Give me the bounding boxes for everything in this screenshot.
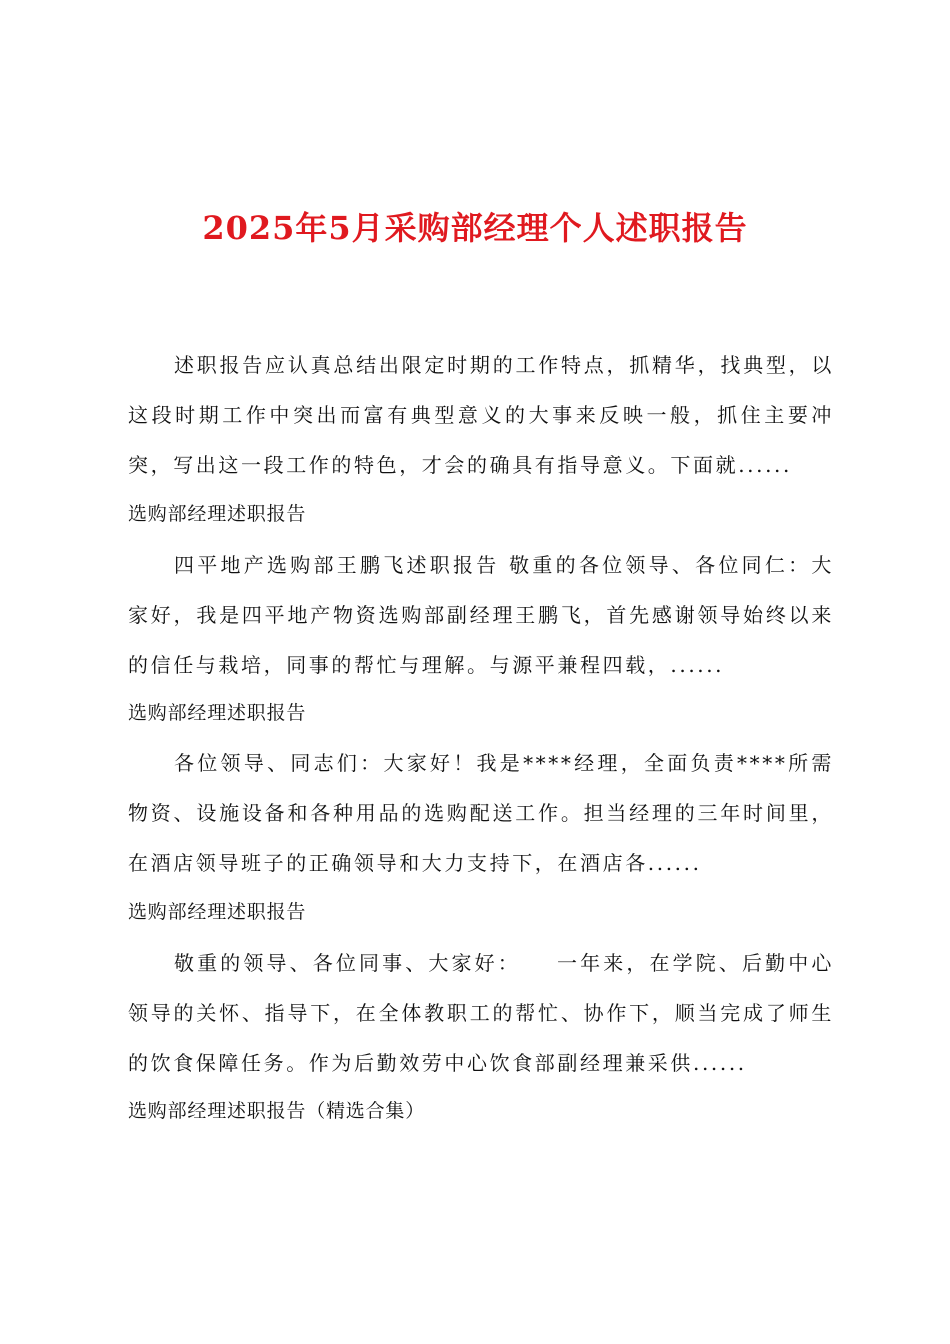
summary-paragraph-4: 敬重的领导、各位同事、大家好： 一年来，在学院、后勤中心领导的关怀、指导下，在全体教职工的帮忙、协作下，顺当完成了师生的饮食保障任务。作为后勤效劳中心饮食部副经理兼采供...... xyxy=(128,951,834,1075)
summary-paragraph-2: 四平地产选购部王鹏飞述职报告 敬重的各位领导、各位同仁：大家好，我是四平地产物资选购部副经理王鹏飞，首先感谢领导始终以来的信任与栽培，同事的帮忙与理解。与源平兼程四载，...... xyxy=(128,553,834,677)
section-heading-4: 选购部经理述职报告（精选合集） xyxy=(128,1100,426,1122)
section-heading-1: 选购部经理述职报告 xyxy=(128,503,307,525)
summary-paragraph-1: 述职报告应认真总结出限定时期的工作特点，抓精华，找典型，以这段时期工作中突出而富有典型意义的大事来反映一般，抓住主要冲突，写出这一段工作的特色，才会的确具有指导意义。下面就...... xyxy=(128,353,834,477)
section-heading-3: 选购部经理述职报告 xyxy=(128,901,307,923)
summary-paragraph-3: 各位领导、同志们：大家好！我是****经理，全面负责****所需物资、设施设备和各种用品的选购配送工作。担当经理的三年时间里，在酒店领导班子的正确领导和大力支持下，在酒店各...... xyxy=(128,751,834,875)
document-title: 2025年5月采购部经理个人述职报告 xyxy=(202,209,748,247)
section-heading-2: 选购部经理述职报告 xyxy=(128,702,307,724)
